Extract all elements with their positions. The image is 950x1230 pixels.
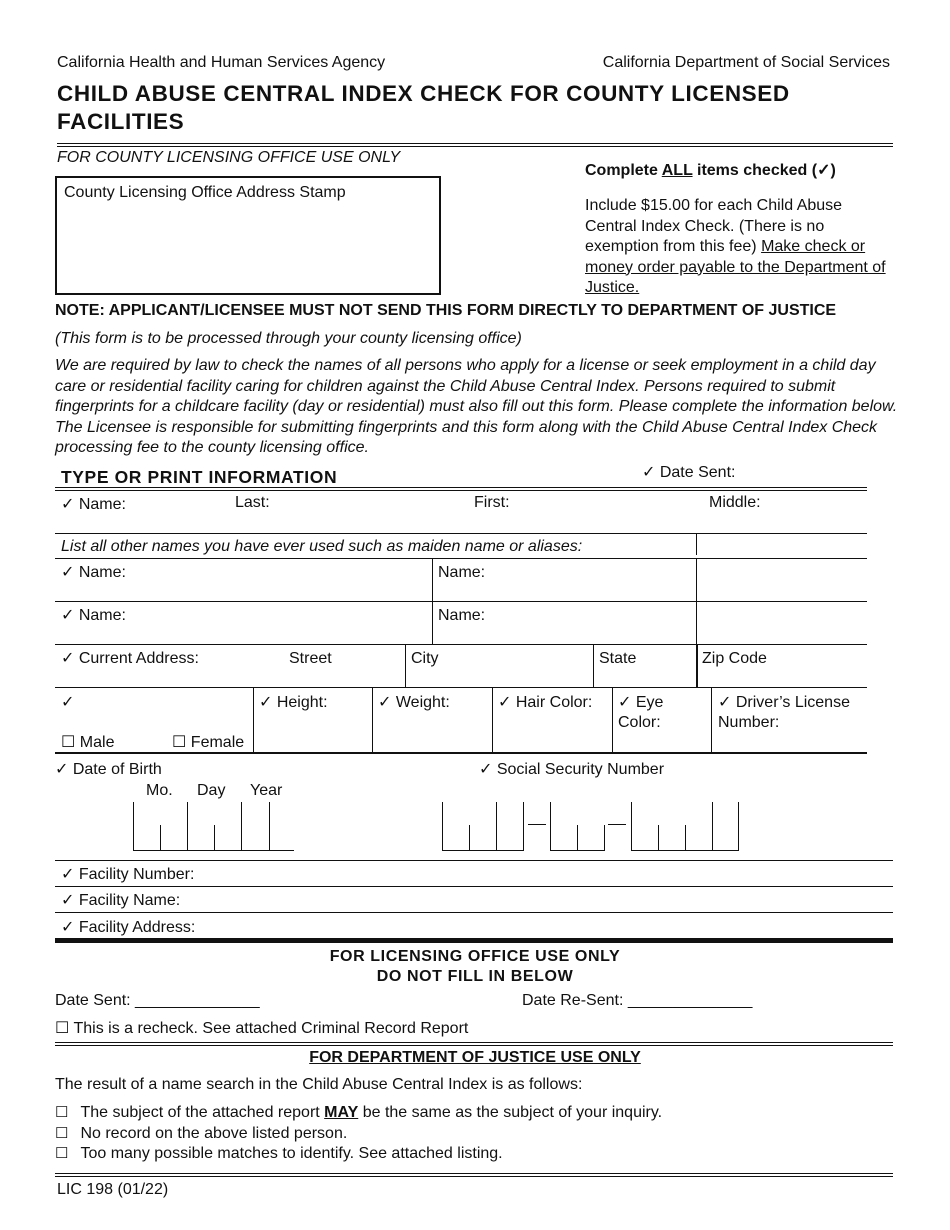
aliases-label: List all other names you have ever used such as maiden name or aliases: — [61, 538, 583, 555]
dob-label: ✓ Date of Birth — [55, 761, 162, 778]
fee-instruction: Include $15.00 for each Child Abuse Central Index Check. (There is no exemption from this fee) Make check or money order payable to the Department of Justice. — [585, 197, 886, 296]
date-sent-field[interactable]: ✓ Date Sent: — [642, 464, 736, 481]
height-label[interactable]: ✓ Height: — [259, 694, 328, 711]
drivers-license-label[interactable]: ✓ Driver’s License Number: — [718, 694, 850, 731]
page-title — [57, 80, 790, 136]
county-use-label: FOR COUNTY LICENSING OFFICE USE ONLY — [57, 149, 401, 166]
first-label: First: — [474, 494, 510, 511]
female-checkbox[interactable]: ☐ Female — [172, 734, 245, 751]
alias-name-1[interactable]: ✓ Name: — [61, 564, 126, 581]
facility-address-field[interactable]: ✓ Facility Address: — [61, 919, 196, 936]
recheck-checkbox[interactable]: ☐ This is a recheck. See attached Criminal Record Report — [55, 1020, 469, 1037]
section-title: TYPE OR PRINT INFORMATION — [61, 467, 338, 487]
alias-name-2[interactable]: Name: — [438, 564, 486, 581]
name-input[interactable] — [55, 491, 867, 533]
hair-color-label[interactable]: ✓ Hair Color: — [498, 694, 593, 711]
address-stamp-box — [55, 176, 441, 295]
ssn-input[interactable] — [442, 802, 742, 852]
street-label: Street — [289, 650, 332, 667]
stamp-label: County Licensing Office Address Stamp — [64, 184, 346, 201]
doj-option-3[interactable]: ☐ Too many possible matches to identify. See attached listing. — [55, 1145, 503, 1162]
city-label[interactable]: City — [411, 650, 439, 667]
dob-day-label: Day — [197, 782, 226, 799]
state-label[interactable]: State — [599, 650, 637, 667]
processed-note: (This form is to be processed through your county licensing office) — [55, 330, 522, 347]
agency-left: California Health and Human Services Agency — [57, 54, 386, 71]
name-label: ✓ Name: — [61, 496, 126, 513]
doj-option-1[interactable]: ☐ The subject of the attached report MAY be the same as the subject of your inquiry. — [55, 1104, 663, 1121]
male-checkbox[interactable]: ☐ Male — [61, 734, 115, 751]
title-line-1: CHILD ABUSE CENTRAL INDEX CHECK FOR COUNTY LICENSED — [57, 81, 790, 106]
form-id: LIC 198 (01/22) — [57, 1181, 169, 1198]
eye-color-label[interactable]: ✓ Eye Color: — [618, 694, 664, 731]
alias-name-4[interactable]: Name: — [438, 607, 486, 624]
weight-label[interactable]: ✓ Weight: — [378, 694, 450, 711]
last-label: Last: — [235, 494, 270, 511]
doj-use-title: FOR DEPARTMENT OF JUSTICE USE ONLY — [309, 1049, 641, 1066]
licensing-date-resent[interactable]: Date Re-Sent: ______________ — [522, 992, 753, 1009]
title-line-2: FACILITIES — [57, 109, 185, 134]
dob-year-label: Year — [250, 782, 283, 799]
middle-label: Middle: — [709, 494, 761, 511]
sex-check: ✓ — [61, 694, 75, 711]
doj-intro: The result of a name search in the Child Abuse Central Index is as follows: — [55, 1076, 583, 1093]
facility-name-field[interactable]: ✓ Facility Name: — [61, 892, 181, 909]
facility-number-field[interactable]: ✓ Facility Number: — [61, 866, 195, 883]
licensing-date-sent[interactable]: Date Sent: ______________ — [55, 992, 260, 1009]
complete-all-instruction: Complete ALL items checked (✓) — [585, 162, 836, 179]
zip-label[interactable]: Zip Code — [702, 650, 767, 667]
dob-month-label: Mo. — [146, 782, 173, 799]
ssn-label: ✓ Social Security Number — [479, 761, 665, 778]
licensing-use-title: FOR LICENSING OFFICE USE ONLY DO NOT FILL IN BELOW — [329, 948, 621, 985]
note: NOTE: APPLICANT/LICENSEE MUST NOT SEND THIS FORM DIRECTLY TO DEPARTMENT OF JUSTICE — [55, 302, 837, 319]
alias-name-3[interactable]: ✓ Name: — [61, 607, 126, 624]
body-paragraph: We are required by law to check the names of all persons who apply for a license or seek employment in a child day care or residential facility caring for children against the Child Abuse Central Index. Persons required to submit fingerprints for a childcare facility (day or residential) must also fill out this form. Please complete the information below. The Licensee is responsible for submitting fingerprints and this form along with the Child Abuse Central Index Check processing fee to the county licensing office. — [55, 357, 898, 456]
current-address-label[interactable]: ✓ Current Address: — [61, 650, 199, 667]
agency-right: California Department of Social Services — [602, 54, 890, 71]
doj-option-2[interactable]: ☐ No record on the above listed person. — [55, 1125, 348, 1142]
